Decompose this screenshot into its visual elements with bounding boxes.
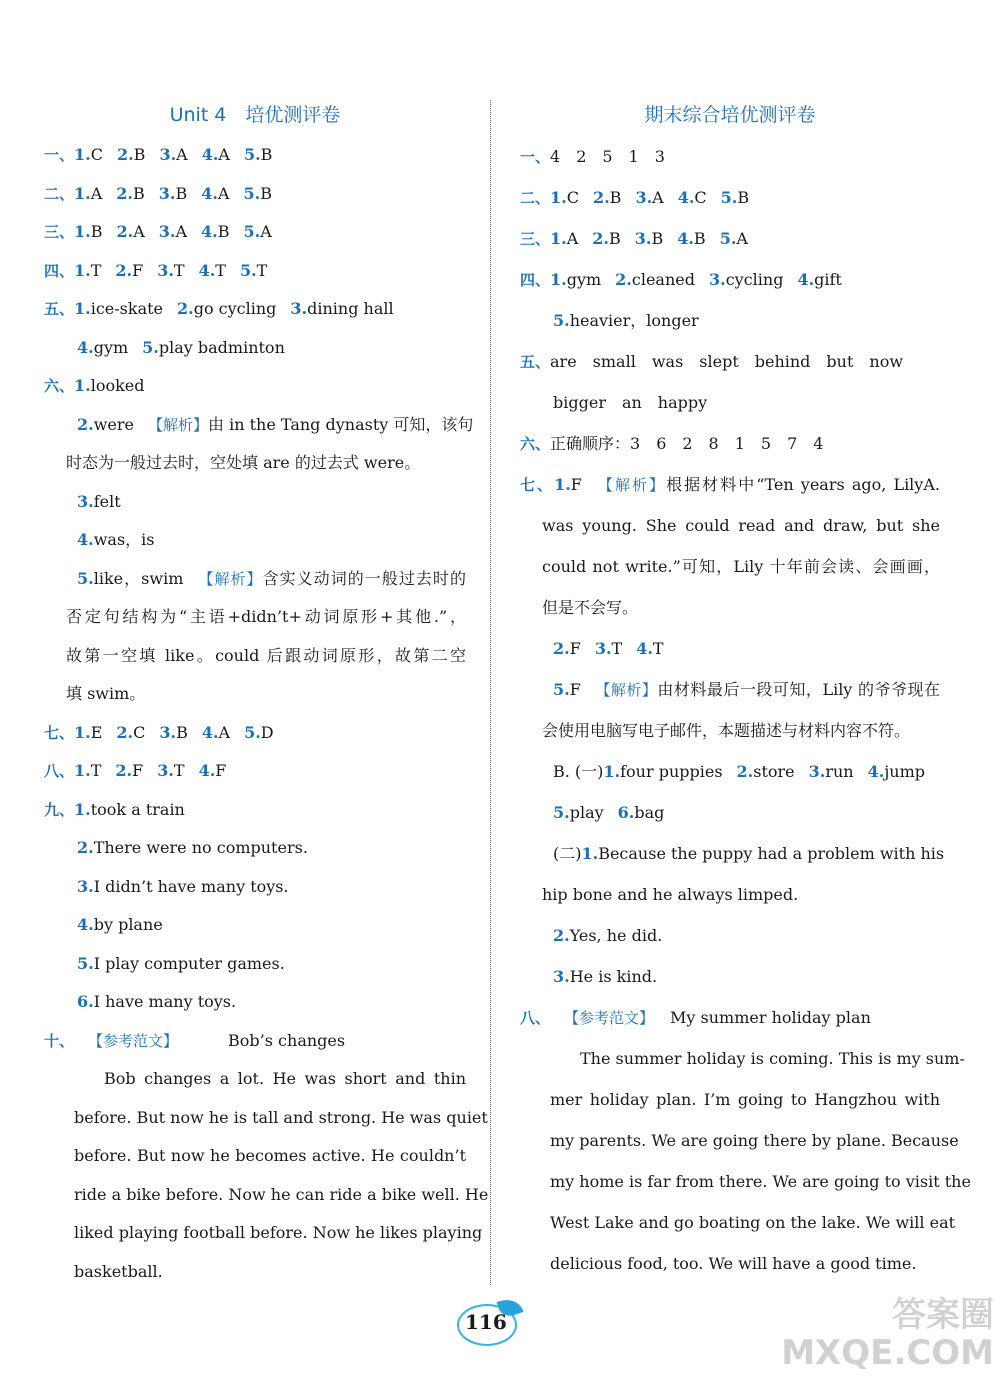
analysis-tag: 【参考范文】 (88, 1031, 179, 1050)
item-answer: T (90, 260, 102, 280)
item-number: 2. (553, 926, 570, 945)
answer-text: A. (923, 475, 940, 494)
answer-line (520, 587, 940, 628)
answer-line (44, 1214, 483, 1253)
answer-line (520, 997, 940, 1038)
item-answer: D (260, 722, 274, 742)
answer-text: liked playing football before. Now he likes playing (74, 1223, 483, 1242)
item-number: 5. (77, 953, 94, 973)
item-answer: bag (634, 803, 665, 822)
section-number: 十、 (44, 1031, 75, 1050)
answer-line (44, 714, 466, 753)
answer-text: 由材料最后一段可知，Lily 的爷爷现在 (657, 680, 940, 699)
item-number: 5. (142, 337, 159, 357)
item-answer: go cycling (193, 299, 277, 318)
answer-line (520, 177, 940, 218)
item-number: 2. (553, 639, 570, 658)
answer-text: 4 2 5 1 3 (550, 147, 665, 166)
item-number: 3. (159, 145, 177, 164)
answer-line (520, 833, 945, 874)
item-number: 4. (797, 270, 815, 289)
item-number: 3. (77, 876, 94, 896)
item-answer: F (132, 260, 144, 280)
item-answer: C (133, 722, 146, 742)
answer-line (520, 218, 940, 259)
item-answer: B (90, 222, 103, 241)
answer-line (520, 751, 940, 792)
item-number: 1. (550, 229, 567, 248)
item-number: 5. (243, 222, 261, 241)
answer-text: 含实义动词的一般过去时的 (262, 568, 466, 588)
answer-line (44, 1176, 489, 1215)
item-answer: A (260, 222, 272, 241)
section-number: 八、 (520, 1009, 551, 1027)
item-number: 2. (116, 145, 134, 164)
item-number: 1. (74, 145, 91, 164)
answer-line (44, 675, 466, 714)
item-answer: heavier，longer (569, 311, 699, 330)
item-number: 2. (116, 183, 133, 203)
item-answer: gym (93, 337, 129, 357)
answer-text: 会使用电脑写电子邮件，本题描述与材料内容不符。 (542, 721, 911, 740)
section-number: 一、 (520, 148, 551, 166)
item-answer: A (90, 183, 103, 203)
answer-line (520, 382, 940, 423)
item-answer: B (217, 222, 230, 241)
item-answer: E (90, 722, 103, 742)
item-number: 1. (74, 299, 91, 318)
answer-text: my home is far from there. We are going to visit the (550, 1172, 971, 1191)
line-prefix: B. (一) (553, 762, 604, 781)
item-answer: A (176, 145, 188, 164)
item-answer: T (611, 639, 623, 658)
analysis-tag: 【参考范文】 (564, 1009, 655, 1027)
item-answer: B (608, 229, 621, 248)
answer-line (44, 983, 466, 1022)
section-number: 五、 (44, 300, 75, 318)
item-answer: T (173, 260, 185, 280)
item-answer: A (566, 229, 579, 248)
item-number: 3. (159, 722, 177, 742)
item-number: 1. (550, 188, 567, 207)
answer-line (44, 752, 466, 791)
item-answer: T (90, 761, 102, 780)
item-number: 5. (239, 260, 257, 280)
item-answer: A (175, 222, 188, 241)
item-answer: I play computer games. (93, 953, 285, 973)
item-answer: F (570, 475, 582, 494)
item-number: 5. (244, 722, 261, 742)
item-answer: He is kind. (569, 967, 658, 986)
answer-line (44, 213, 466, 252)
item-number: 3. (708, 270, 726, 289)
answer-line (520, 341, 940, 382)
item-number: 3. (808, 762, 826, 781)
section-number: 八、 (44, 762, 75, 780)
item-number: 2. (77, 414, 94, 434)
answer-text: 正确顺序：3 6 2 8 1 5 7 4 (550, 434, 824, 453)
answer-line (520, 956, 940, 997)
item-answer: A (652, 188, 664, 207)
answer-line (520, 1038, 965, 1079)
answer-line (44, 367, 466, 406)
item-answer: cycling (725, 270, 784, 289)
section-number: 三、 (520, 230, 551, 248)
right-answer-list (520, 136, 971, 1284)
answer-line (520, 505, 940, 546)
answer-text: 由 in the Tang dynasty 可知，该句 (208, 414, 474, 434)
right-title: 期末综合培优测评卷 (644, 104, 816, 126)
answer-line (44, 406, 474, 445)
answer-text: mer holiday plan. I’m going to Hangzhou with (550, 1090, 940, 1109)
item-number: 2. (177, 299, 194, 318)
item-number: 2. (592, 229, 609, 248)
watermark-logo-text: 答案圈 (892, 1295, 994, 1335)
essay-heading: My summer holiday plan (670, 1008, 871, 1027)
answer-line (44, 444, 466, 483)
answer-text: 故第一空填 like。could 后跟动词原形，故第二空 (66, 645, 466, 665)
section-number: 七、 (44, 723, 75, 742)
item-answer: B (737, 188, 750, 207)
item-number: 3. (634, 229, 652, 248)
page-number-badge (455, 1298, 535, 1348)
item-answer: play badminton (158, 337, 285, 357)
item-number: 4. (198, 761, 216, 780)
item-answer: like，swim (93, 568, 184, 588)
answer-line (44, 945, 466, 984)
item-answer: B (693, 229, 706, 248)
answer-line (44, 329, 466, 368)
item-number: 6. (617, 803, 635, 822)
answer-text: 填 swim。 (66, 684, 146, 703)
answer-line (44, 868, 466, 907)
answer-text: basketball. (74, 1261, 163, 1281)
item-answer: C (694, 188, 707, 207)
watermark (781, 1296, 994, 1372)
item-answer: C (90, 145, 103, 164)
answer-text: Bob changes a lot. He was short and thin (104, 1069, 466, 1088)
item-number: 5. (553, 680, 570, 699)
item-answer: F (569, 639, 581, 658)
item-answer: Because the puppy had a problem with his (598, 844, 945, 863)
answer-line (520, 1161, 971, 1202)
answer-line (44, 1099, 488, 1138)
item-answer: B (133, 145, 146, 164)
answer-line (520, 1243, 940, 1284)
answer-line (520, 1202, 956, 1243)
answer-text: ride a bike before. Now he can ride a bike well. He (74, 1184, 489, 1204)
section-number: 二、 (44, 184, 75, 203)
item-number: 2. (592, 188, 610, 207)
answer-line (520, 874, 940, 915)
item-number: 1. (74, 376, 91, 395)
item-number: 3. (594, 639, 612, 658)
answer-line (44, 637, 466, 676)
answer-line (44, 290, 466, 329)
item-answer: by plane (93, 915, 163, 934)
item-number: 4. (77, 337, 94, 357)
answer-line (44, 136, 466, 175)
item-answer: cleaned (631, 270, 695, 289)
answer-line (520, 669, 940, 710)
item-answer: B (175, 183, 188, 203)
item-answer: T (215, 260, 226, 280)
line-prefix: (二) (553, 844, 582, 863)
item-number: 1. (74, 722, 91, 742)
answer-line (44, 906, 466, 945)
item-answer: I have many toys. (93, 992, 237, 1011)
item-answer: F (569, 680, 581, 699)
item-answer: A (736, 229, 748, 248)
item-answer: F (215, 761, 227, 780)
item-number: 5. (719, 229, 737, 248)
section-number: 四、 (44, 261, 75, 280)
item-number: 4. (201, 222, 218, 241)
item-answer: looked (90, 376, 145, 395)
item-answer: B (132, 183, 145, 203)
item-answer: four puppies (620, 762, 723, 781)
item-number: 6. (77, 992, 94, 1011)
answer-line (44, 598, 466, 637)
item-number: 4. (636, 639, 653, 658)
item-answer: B (176, 722, 188, 742)
answer-text: are small was slept behind but now (550, 352, 904, 371)
answer-line (44, 1253, 466, 1292)
item-number: 4. (77, 915, 94, 934)
item-number: 2. (116, 722, 134, 742)
left-title: Unit 4 培优测评卷 (169, 104, 341, 126)
answer-line (44, 791, 466, 830)
watermark-url: MXQE.COM (781, 1333, 994, 1373)
answer-text: The summer holiday is coming. This is my sum- (580, 1049, 965, 1068)
item-number: 2. (115, 761, 133, 780)
item-number: 4. (867, 762, 885, 781)
section-number: 七、 (520, 476, 555, 494)
answer-line (520, 1079, 940, 1120)
analysis-tag: 【解析】 (197, 569, 263, 588)
section-number: 四、 (520, 271, 551, 289)
item-number: 5. (720, 188, 738, 207)
answer-line (44, 1022, 466, 1061)
section-number: 九、 (44, 800, 75, 819)
item-number: 3. (157, 260, 174, 280)
item-number: 2. (736, 762, 754, 781)
answer-text: bigger an happy (553, 393, 708, 412)
answer-line (44, 483, 466, 522)
item-number: 1. (74, 799, 91, 819)
item-answer: were (93, 414, 134, 434)
answer-text: delicious food, too. We will have a good time. (550, 1254, 917, 1273)
answer-line (520, 1120, 959, 1161)
page-number: 116 (465, 1310, 507, 1334)
right-column (520, 96, 971, 1284)
analysis-tag: 【解析】 (594, 681, 658, 699)
item-answer: B (260, 183, 272, 203)
item-number: 5. (243, 183, 261, 203)
item-answer: store (753, 762, 795, 781)
item-answer: A (217, 183, 230, 203)
answer-line (520, 423, 940, 464)
item-answer: was，is (93, 530, 155, 549)
item-answer: play (569, 803, 604, 822)
item-answer: I didn’t have many toys. (93, 876, 289, 896)
item-answer: ice-skate (90, 299, 164, 318)
section-number: 一、 (44, 146, 75, 164)
analysis-tag: 【解析】 (147, 415, 208, 434)
item-number: 1. (74, 761, 91, 780)
answer-text: was young. She could read and draw, but she (542, 516, 940, 535)
item-answer: F (132, 761, 144, 780)
answer-line (520, 710, 940, 751)
item-number: 1. (581, 844, 599, 863)
answer-line (44, 1060, 466, 1099)
answer-text: could not write.”可知，Lily 十年前会读、会画画， (542, 557, 940, 576)
item-answer: A (133, 222, 145, 241)
item-number: 4. (201, 145, 219, 164)
item-answer: gym (566, 270, 602, 289)
item-number: 5. (77, 568, 94, 588)
answer-line (44, 175, 466, 214)
answer-text: 否定句结构为“主语+didn’t+动词原形+其他.”， (66, 607, 466, 626)
item-number: 4. (198, 260, 216, 280)
item-answer: gift (814, 270, 842, 289)
item-answer: There were no computers. (93, 838, 308, 857)
item-answer: C (566, 188, 579, 207)
item-answer: A (218, 722, 231, 742)
item-number: 3. (635, 188, 653, 207)
section-number: 六、 (44, 377, 75, 395)
answer-text: 根据材料中“Ten years ago, Lily (666, 475, 924, 494)
answer-line (44, 829, 466, 868)
item-number: 1. (74, 183, 91, 203)
answer-text: West Lake and go boating on the lake. We will eat (550, 1213, 956, 1232)
item-number: 4. (77, 530, 94, 549)
section-number: 三、 (44, 223, 75, 241)
item-number: 3. (157, 761, 174, 780)
item-answer: B (609, 188, 622, 207)
item-answer: T (173, 761, 185, 780)
item-number: 4. (201, 722, 219, 742)
answer-line (44, 521, 466, 560)
essay-heading: Bob’s changes (228, 1030, 346, 1050)
answer-text: 时态为一般过去时，空处填 are 的过去式 were。 (66, 453, 421, 472)
left-answer-list (44, 136, 489, 1291)
answer-line (520, 915, 940, 956)
answer-line (44, 1137, 466, 1176)
item-answer: took a train (90, 799, 185, 819)
item-number: 1. (550, 270, 567, 289)
item-number: 1. (74, 222, 91, 241)
item-answer: B (651, 229, 664, 248)
item-number: 3. (553, 967, 570, 986)
item-number: 2. (115, 260, 133, 280)
item-number: 3. (158, 183, 176, 203)
answer-line (520, 259, 940, 300)
item-answer: B (260, 145, 273, 164)
item-answer: jump (884, 762, 925, 781)
answer-text: before. But now he is tall and strong. He was quiet (74, 1107, 488, 1127)
answer-text: hip bone and he always limped. (542, 885, 799, 904)
item-number: 4. (201, 183, 218, 203)
answer-text: before. But now he becomes active. He couldn’t (74, 1146, 466, 1165)
item-answer: felt (93, 491, 121, 511)
answer-line (44, 252, 466, 291)
item-number: 3. (290, 299, 308, 318)
answer-line (520, 136, 940, 177)
item-number: 1. (554, 475, 571, 494)
item-answer: T (652, 639, 664, 658)
item-number: 4. (677, 229, 694, 248)
section-number: 二、 (520, 189, 551, 207)
item-number: 3. (77, 491, 94, 511)
item-answer: A (218, 145, 230, 164)
item-number: 1. (74, 260, 91, 280)
item-number: 2. (615, 270, 632, 289)
item-number: 4. (677, 188, 695, 207)
answer-line (520, 464, 940, 505)
answer-line (520, 546, 940, 587)
left-column (44, 96, 489, 1291)
column-divider (490, 100, 491, 1285)
answer-text: my parents. We are going there by plane. Because (550, 1131, 959, 1150)
answer-text: 但是不会写。 (542, 598, 639, 617)
item-number: 3. (158, 222, 176, 241)
item-number: 1. (603, 762, 621, 781)
item-answer: Yes, he did. (569, 926, 663, 945)
section-number: 五、 (520, 353, 551, 371)
answer-line (44, 560, 466, 599)
item-answer: dining hall (307, 299, 394, 318)
analysis-tag: 【解析】 (595, 476, 667, 494)
answer-line (520, 792, 940, 833)
item-answer: run (825, 762, 854, 781)
item-number: 2. (77, 838, 94, 857)
item-number: 5. (553, 803, 570, 822)
answer-line (520, 628, 940, 669)
section-number: 六、 (520, 435, 551, 453)
item-number: 5. (553, 311, 570, 330)
item-number: 5. (243, 145, 261, 164)
item-number: 2. (116, 222, 134, 241)
item-answer: T (256, 260, 268, 280)
answer-line (520, 300, 940, 341)
